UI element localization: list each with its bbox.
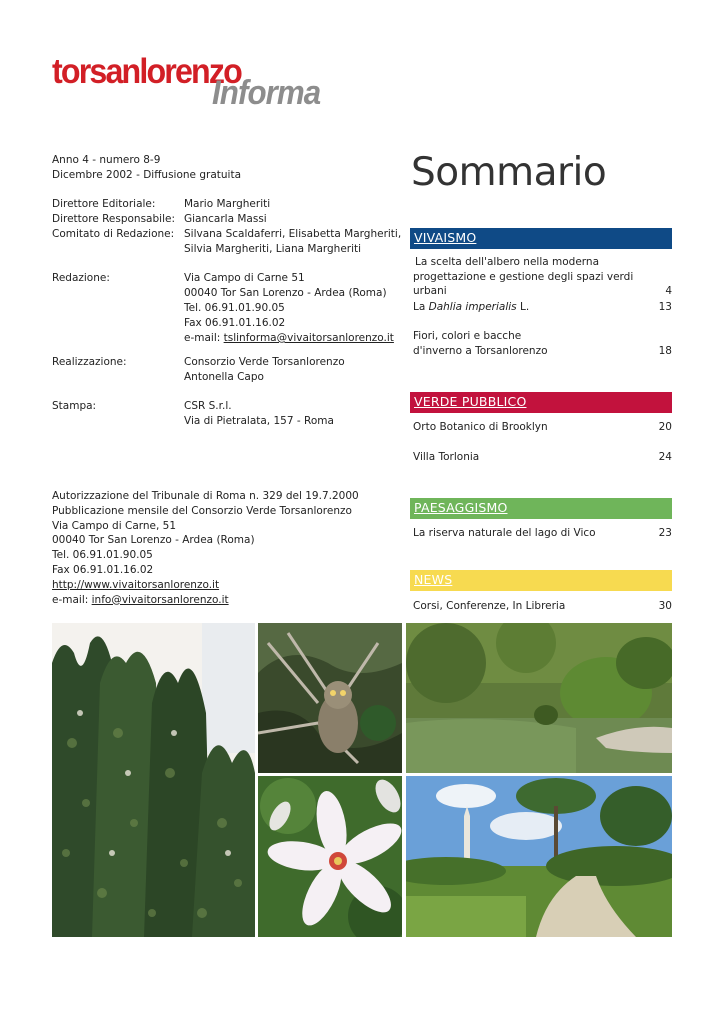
redazione-email-link[interactable]: tslinforma@vivaitorsanlorenzo.it	[223, 332, 394, 344]
section-header-vivaismo	[410, 228, 672, 249]
photo-park-with-obelisk	[406, 776, 672, 937]
toc-entry-page: 18	[658, 344, 672, 357]
legal-line: Via Campo di Carne, 51	[52, 519, 177, 532]
toc-text: La	[413, 301, 429, 313]
colophon-value: Silvia Margheriti, Liana Margheriti	[184, 243, 362, 255]
photo-white-flower	[258, 776, 402, 937]
website-link[interactable]: http://www.vivaitorsanlorenzo.it	[52, 578, 220, 591]
section-header-verde-pubblico	[410, 392, 672, 413]
toc-entry-title	[413, 300, 672, 315]
colophon-value: Silvana Scaldaferri, Elisabetta Margheriti,	[184, 228, 402, 240]
section-title: NEWS	[414, 572, 453, 587]
toc-entry[interactable]	[413, 329, 672, 358]
photo-owl-in-tree	[258, 623, 402, 773]
toc-entry[interactable]	[413, 300, 672, 315]
colophon-value: Mario Margheriti	[184, 198, 271, 210]
redazione-address: Via Campo di Carne 51	[184, 272, 305, 284]
stampa-label: Stampa:	[52, 400, 97, 412]
colophon-value: Giancarla Massi	[184, 213, 267, 225]
toc-text: L.	[516, 301, 530, 313]
legal-line: Autorizzazione del Tribunale di Roma n. 329 del 19.7.2000	[52, 490, 359, 502]
colophon-label: Comitato di Redazione:	[52, 228, 175, 240]
masthead-subtitle: Informa	[212, 74, 321, 112]
stampa-value: CSR S.r.l.	[184, 400, 232, 412]
photo-japanese-garden-pond	[406, 623, 672, 773]
footer-email-link[interactable]: info@vivaitorsanlorenzo.it	[91, 593, 229, 606]
realizzazione-value: Consorzio Verde Torsanlorenzo	[184, 356, 345, 368]
toc-entry-page: 30	[658, 600, 672, 612]
toc-entry-page: 20	[658, 421, 672, 433]
page-title: Sommario	[411, 150, 607, 195]
redazione-city: 00040 Tor San Lorenzo - Ardea (Roma)	[184, 287, 387, 299]
toc-entry-page: 23	[658, 527, 672, 539]
toc-entry-title: La scelta dell'albero nella moderna progettazione e gestione degli spazi verdi urbani	[413, 256, 634, 297]
toc-entry-title: Orto Botanico di Brooklyn	[413, 421, 548, 433]
realizzazione-label: Realizzazione:	[52, 356, 127, 368]
date-line: Dicembre 2002 - Diffusione gratuita	[52, 169, 242, 181]
redazione-label: Redazione:	[52, 272, 110, 284]
colophon-label: Direttore Responsabile:	[52, 213, 175, 225]
redazione-fax: Fax 06.91.01.16.02	[184, 317, 286, 329]
email-prefix: e-mail:	[52, 593, 92, 606]
section-title: VIVAISMO	[414, 230, 477, 245]
toc-text-italic: Dahlia imperialis	[428, 301, 517, 313]
section-header-news	[410, 570, 672, 591]
section-header-paesaggismo	[410, 498, 672, 519]
toc-entry-page: 13	[658, 301, 672, 313]
colophon-label: Direttore Editoriale:	[52, 198, 156, 210]
toc-entry[interactable]	[413, 599, 672, 614]
toc-entry[interactable]	[413, 526, 672, 541]
toc-entry-title: Corsi, Conferenze, In Libreria	[413, 600, 566, 612]
email-prefix: e-mail:	[184, 332, 224, 344]
toc-entry-page: 24	[658, 451, 672, 463]
toc-entry-page: 4	[665, 285, 672, 297]
section-title: PAESAGGISMO	[414, 500, 508, 515]
legal-line: Tel. 06.91.01.90.05	[52, 549, 153, 562]
photo-magnolia-trees	[52, 623, 255, 937]
legal-line: Fax 06.91.01.16.02	[52, 563, 154, 576]
issue-line: Anno 4 - numero 8-9	[52, 154, 161, 166]
masthead-title: torsanlorenzo	[52, 52, 241, 91]
legal-line: Pubblicazione mensile del Consorzio Verde Torsanlorenzo	[52, 504, 352, 517]
redazione-tel: Tel. 06.91.01.90.05	[184, 302, 285, 314]
section-title: VERDE PUBBLICO	[414, 394, 527, 409]
legal-block	[52, 489, 359, 607]
stampa-value: Via di Pietralata, 157 - Roma	[184, 415, 334, 427]
toc-entry-title: Villa Torlonia	[413, 451, 480, 463]
redazione-email-line	[184, 331, 394, 346]
toc-entry-title: Fiori, colori e bacche d'inverno a Torsanlorenzo	[413, 330, 548, 357]
toc-entry[interactable]	[413, 255, 672, 299]
realizzazione-value: Antonella Capo	[184, 371, 264, 383]
toc-entry-title: La riserva naturale del lago di Vico	[413, 527, 596, 539]
legal-line: 00040 Tor San Lorenzo - Ardea (Roma)	[52, 534, 255, 547]
toc-entry[interactable]	[413, 450, 672, 465]
toc-entry[interactable]	[413, 420, 672, 435]
